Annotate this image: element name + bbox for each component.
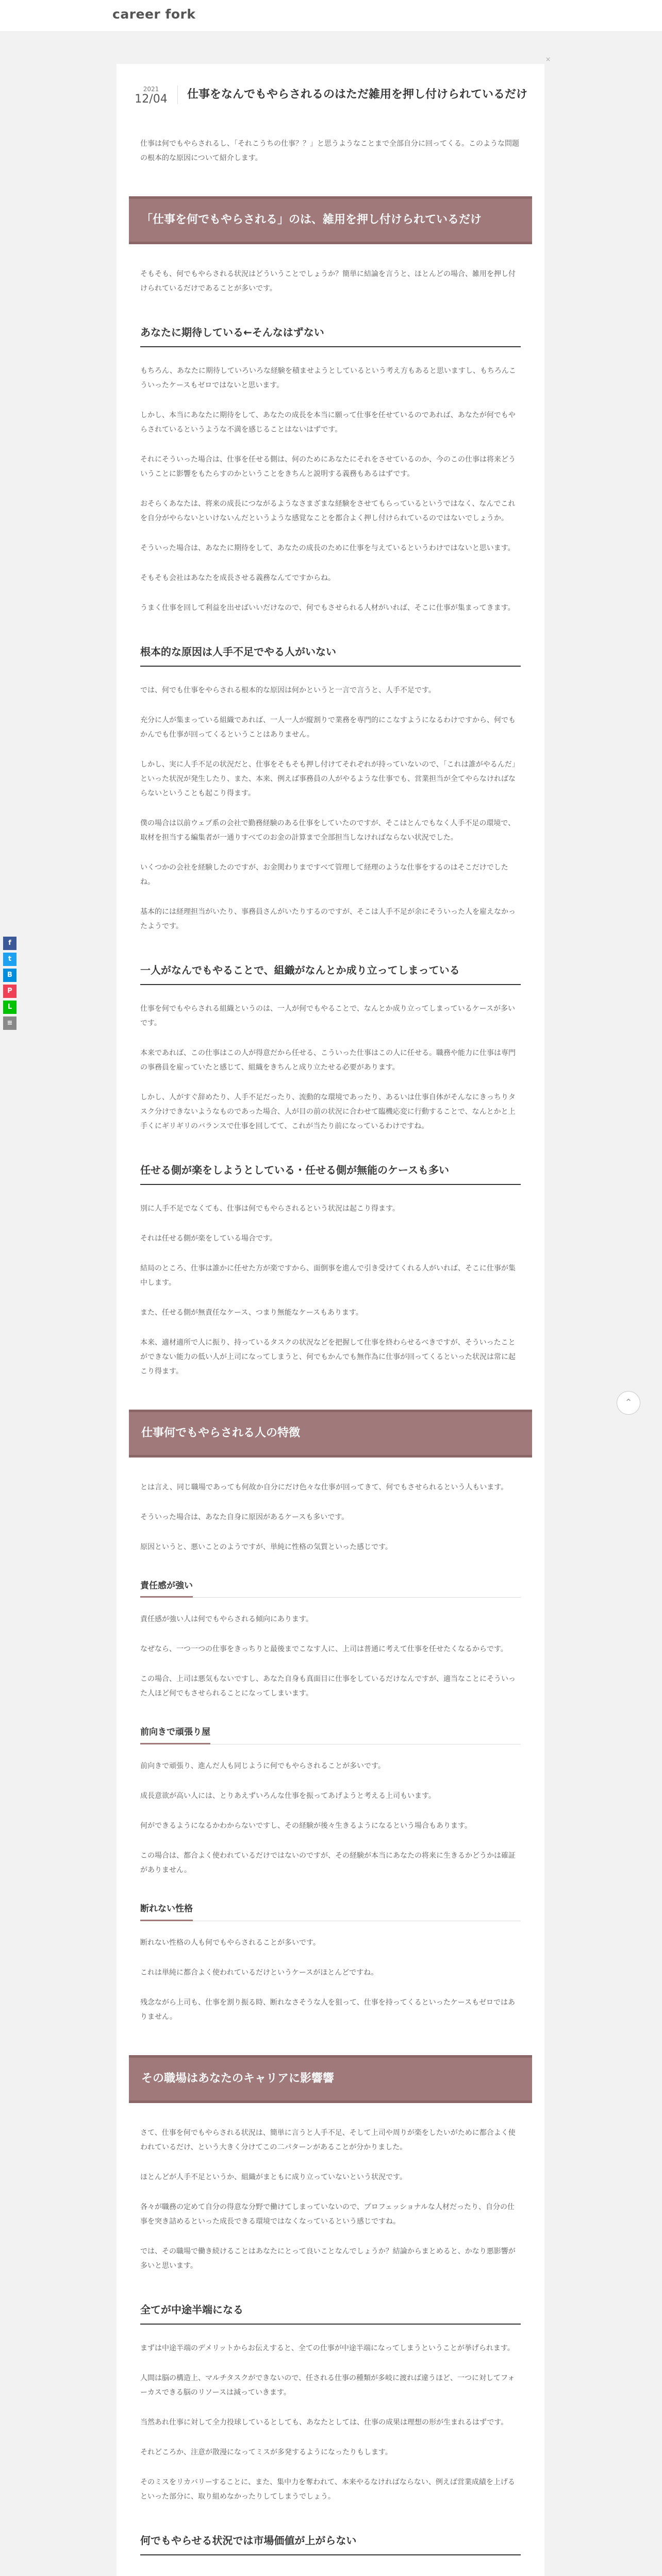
paragraph: 別に人手不足でなくても、仕事は何でもやらされるという状況は起こり得ます。 <box>140 1204 400 1213</box>
paragraph: また、任せる側が無責任なケース、つまり無能なケースもあります。 <box>140 1308 363 1317</box>
paragraph: そのミスをリカバリーすることに、また、集中力を奪われて、本来やるなければならない、例えば営業成績を上げるといった部分に、取り組めなかったりしてしまうでしょう。 <box>140 2478 515 2501</box>
subsection-heading: 任せる側が楽をしようとしている・任せる側が無能のケースも多い <box>140 1162 521 1185</box>
paragraph: では、その職場で働き続けることはあなたにとって良いことなんでしょうか？結論からまとめると、かなり悪影響が多いと思います。 <box>140 2247 516 2270</box>
post-month-day: 12/04 <box>135 93 168 106</box>
paragraph: なぜなら、一つ一つの仕事をきっちりと最後までこなす人に、上司は普通に考えて仕事を任せたくなるからです。 <box>140 1645 508 1654</box>
paragraph: しかし、人がすぐ辞めたり、人手不足だったり、流動的な環境であったり、あるいは仕事自体がそんなにきっちりタスク分けできないようなものであった場合、人が目の前の状況に合わせて臨機応変に行動することで、なんとかと上手くにギリギリのバランスで仕事を回してて、これが当たり前になっているわけですね。 <box>140 1093 516 1130</box>
paragraph: 各々が職務の定めて自分の得意な分野で働けてしまっていないので、プロフェッショナルな人材だったり、自分の仕事を突き詰めるといった成長できる環境ではなくなっているという感じですね。 <box>140 2202 515 2226</box>
minor-heading: 断れない性格 <box>140 1903 193 1921</box>
paragraph: まずは中途半端のデメリットからお伝えすると、全ての仕事が中途半端になってしまうということが挙げられます。 <box>140 2344 515 2352</box>
article-header <box>117 64 544 106</box>
post-year: 2021 <box>143 86 159 93</box>
paragraph: それは任せる側が楽をしている場合です。 <box>140 1234 277 1243</box>
scroll-to-top-button[interactable]: ⌃ <box>617 1391 640 1415</box>
paragraph: 原因というと、悪いことのようですが、単純に性格の気質といった感じです。 <box>140 1543 392 1551</box>
paragraph: そもそも会社はあなたを成長させる義務なんてですからね。 <box>140 573 335 582</box>
paragraph: 仕事は何でもやらされるし、「それこうちの仕事？？」と思うようなことまで全部自分に回ってくる。このような問題の根本的な原因について紹介します。 <box>140 140 519 162</box>
minor-heading-wrap <box>140 1580 521 1598</box>
article-card <box>117 64 544 2576</box>
section-heading: 仕事何でもやらされる人の特徴 <box>129 1410 532 1458</box>
paragraph: 本来であれば、この仕事はこの人が得意だから任せる、こういった仕事はこの人に任せる。職務や能力に仕事は専門の事務員を雇っていたと感じて、組織をきちんと成り立たせる必要があります。 <box>140 1048 516 1072</box>
paragraph: そもそも、何でもやらされる状況はどういうことでしょうか？簡単に結論を言うと、ほとんどの場合、雑用を押し付けられているだけであることが多いです。 <box>140 269 516 293</box>
facebook-icon[interactable]: f <box>3 937 16 950</box>
paragraph: 断れない性格の人も何でもやらされることが多いです。 <box>140 1938 320 1947</box>
minor-heading-wrap <box>140 1903 521 1921</box>
paragraph: 何ができるようになるかわからないですし、その経験が後々生きるようになるという場合もあります。 <box>140 1822 472 1831</box>
paragraph: そういった場合は、あなたに期待をして、あなたの成長のために仕事を与えているというわけではないと思います。 <box>140 544 515 552</box>
paragraph: ほとんどが人手不足というか、組織がまともに成り立っていないという状況です。 <box>140 2173 407 2181</box>
subsection-heading: 根本的な原因は人手不足でやる人がいない <box>140 644 521 667</box>
paragraph: うまく仕事を回して利益を出せばいいだけなので、何でもさせられる人材がいれば、そこに仕事が集まってきます。 <box>140 603 515 612</box>
pocket-icon[interactable]: P <box>3 985 16 998</box>
paragraph: では、何でも仕事をやらされる根本的な原因は何かというと一言で言うと、人手不足です。 <box>140 686 436 694</box>
paragraph: そういった場合は、あなた自身に原因があるケースも多いです。 <box>140 1513 349 1521</box>
site-title[interactable]: career fork <box>112 7 196 22</box>
paragraph: しかし、本当にあなたに期待をして、あなたの成長を本当に願って仕事を任せているのであれば、あなたが何でもやらされているというような不満を感じることはないはずです。 <box>140 411 516 434</box>
minor-heading: 責任感が強い <box>140 1580 193 1598</box>
share-bar <box>3 937 16 1032</box>
paragraph: 基本的には経理担当がいたり、事務員さんがいたりするのですが、そこは人手不足が余にそういった人を雇えなかったようです。 <box>140 907 516 930</box>
hatena-icon[interactable]: B <box>3 969 16 982</box>
paragraph: 前向きで頑張り、進んだ人も同じように何でもやらされることが多いです。 <box>140 1762 385 1771</box>
paragraph: さて、仕事を何でもやらされる状況は、簡単に言うと人手不足、そして上司や周りが楽をしたいがために都合よく使われているだけ、という大きく分けてこの二パターンがあることが分かりました。 <box>140 2128 516 2151</box>
post-date <box>133 86 169 106</box>
article-body <box>117 137 544 2555</box>
twitter-icon[interactable]: t <box>3 953 16 966</box>
paragraph: 残念ながら上司も、仕事を割り振る時、断れなさそうな人を狙って、仕事を持ってくるといったケースもゼロではありません。 <box>140 1998 516 2021</box>
close-icon[interactable]: × <box>545 56 551 63</box>
paragraph: これは単純に都合よく使われているだけというケースがほとんどですね。 <box>140 1968 378 1977</box>
paragraph: 充分に人が集まっている組織であれば、一人一人が縦割りで業務を専門的にこなすようになるわけですから、何でもかんでも仕事が回ってくるということはありません。 <box>140 716 516 739</box>
paragraph: 成長意欲が高い人には、とりあえずいろんな仕事を振ってあげようと考える上司もいます。 <box>140 1792 436 1801</box>
subsection-heading: あなたに期待している←そんなはずない <box>140 325 521 347</box>
paragraph: それどころか、注意が散漫になってミスが多発するようになったりもします。 <box>140 2448 392 2456</box>
paragraph: もちろん、あなたに期待していろいろな経験を積ませようとしているという考え方もあると思いますし、もちろんこういったケースもゼロではないと思います。 <box>140 366 516 389</box>
paragraph: この場合、上司は悪気もないですし、あなた自身も真面目に仕事をしているだけなんですが、適当なことにそういった人ほど何でもさせられることになってしまいます。 <box>140 1675 516 1698</box>
minor-heading-wrap <box>140 1726 521 1744</box>
paragraph: 本来、適材適所で人に振り、持っているタスクの状況などを把握して仕事を終わらせるべきですが、そういったことができない能力の低い人が上司になってしまうと、何でもかんでも無作為に仕事が回ってくるといった状況は常に起こり得ます。 <box>140 1338 516 1376</box>
paragraph: 当然あれ仕事に対して全力投球しているとしても、あなたとしては、仕事の成果は理想の形が生まれるはずです。 <box>140 2418 508 2427</box>
subsection-heading: 一人がなんでもやることで、組織がなんとか成り立ってしまっている <box>140 962 521 985</box>
subsection-heading: 全てが中途半端になる <box>140 2302 521 2325</box>
minor-heading: 前向きで頑張り屋 <box>140 1726 210 1744</box>
paragraph: おそらくあなたは、将来の成長につながるようなさまざまな経験をさせてもらっているというではなく、なんでこれを自分がやらないといけないんだというような感覚なことを都合よく押し付けられているのではないでしょうか。 <box>140 499 516 522</box>
site-header <box>0 0 662 32</box>
paragraph: 僕の場合は以前ウェブ系の会社で勤務経験のある仕事をしていたのですが、そこはとんでもなく人手不足の環境で、取材を担当する編集者が一通りすべてのお金の計算まで全部担当しなければならない状況でした。 <box>140 819 516 842</box>
paragraph: 人間は脳の構造上、マルチタスクができないので、任される仕事の種類が多岐に渡れば違うほど、一つに対してフォーカスできる脳のリソースは減っていきます。 <box>140 2374 515 2397</box>
subsection-heading: 何でもやらせる状況では市場価値が上がらない <box>140 2533 521 2555</box>
paragraph: 責任感が強い人は何でもやらされる傾向にあります。 <box>140 1615 313 1624</box>
paragraph: しかし、実に人手不足の状況だと、仕事をそもそも押し付けてそれぞれが持っていないので、「これは誰がやるんだ」といった状況が発生したり、また、本来、例えば事務員の人がやるような仕事でも、営業担当が全てやらなければならないということも起こり得ます。 <box>140 760 519 798</box>
paragraph: この場合は、都合よく使われているだけではないのですが、その経験が本当にあなたの将来に生きるかどうかは確証がありません。 <box>140 1852 516 1875</box>
paragraph: とは言え、同じ職場であっても何故か自分にだけ色々な仕事が回ってきて、何でもさせられるという人もいます。 <box>140 1483 508 1492</box>
article-title: 仕事をなんでもやらされるのはただ雑用を押し付けられているだけ <box>177 86 527 104</box>
line-icon[interactable]: L <box>3 1001 16 1014</box>
copy-icon[interactable]: ≡ <box>3 1016 16 1030</box>
paragraph: 仕事を何でもやらされる組織というのは、一人が何でもやることで、なんとか成り立ってしまっているケースが多いです。 <box>140 1004 516 1027</box>
section-heading: その職場はあなたのキャリアに影響響 <box>129 2055 532 2103</box>
paragraph: いくつかの会社を経験したのですが、お金関わりまですべて管理して経理のような仕事をするのはそこだけでしたね。 <box>140 863 508 886</box>
paragraph: 結局のところ、仕事は誰かに任せた方が楽ですから、面倒事を進んで引き受けてくれる人がいれば、そこに仕事が集中します。 <box>140 1264 516 1287</box>
section-heading: 「仕事を何でもやらされる」のは、雑用を押し付けられているだけ <box>129 196 532 244</box>
paragraph: それにそういった場合は、仕事を任せる側は、何のためにあなたにそれをさせているのか、今のこの仕事は将来どういうことに影響をもたらすのかということをきちんと説明する義務もあるはずです。 <box>140 455 516 478</box>
